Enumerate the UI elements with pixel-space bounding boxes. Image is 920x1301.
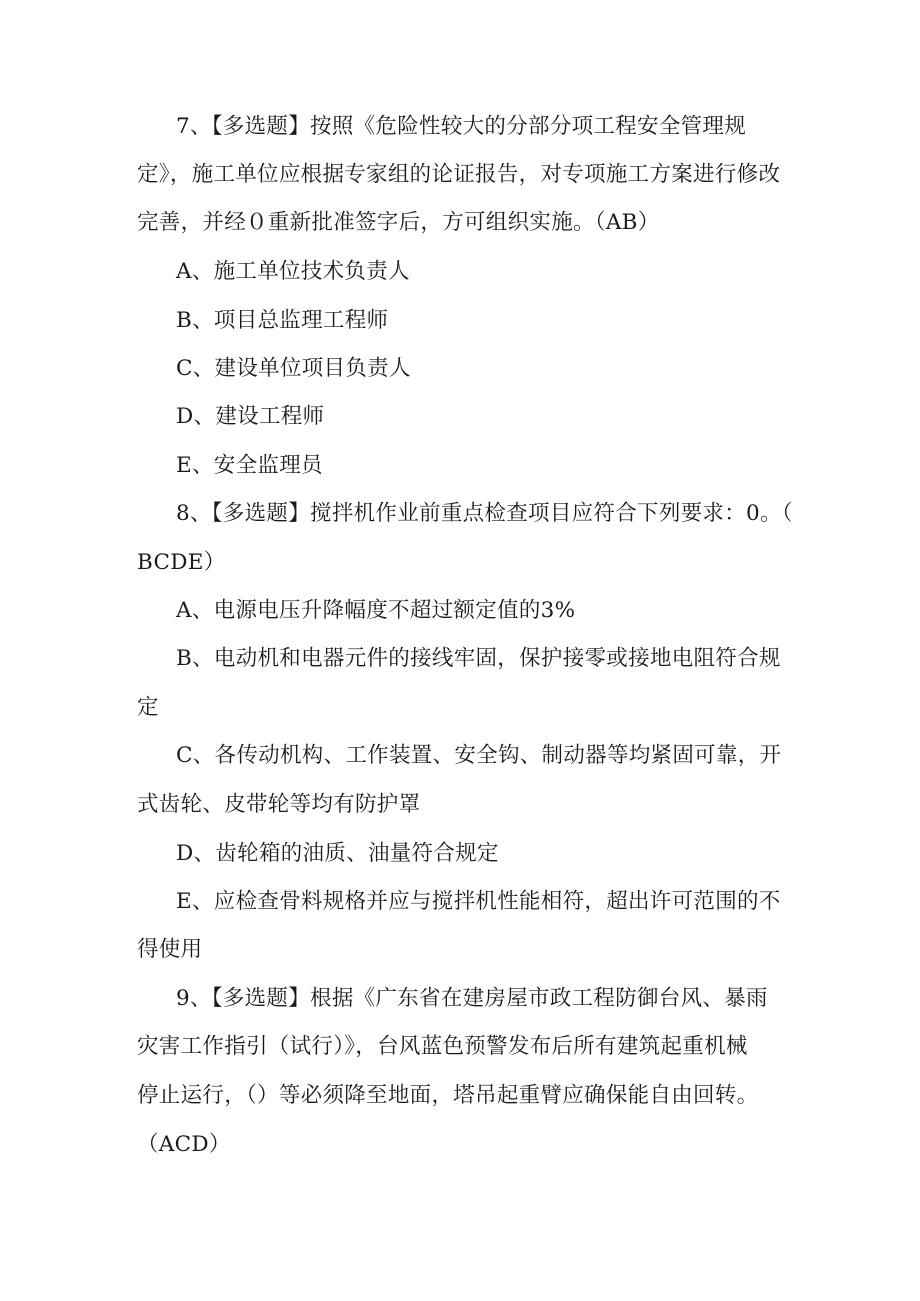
- question-8-option-d: D、齿轮箱的油质、油量符合规定: [176, 841, 499, 866]
- question-9-line-3: 停止运行，（）等必须降至地面，塔吊起重臂应确保能自由回转。: [137, 1083, 759, 1108]
- question-8-option-c-line-2: 式齿轮、皮带轮等均有防护罩: [137, 792, 421, 817]
- question-8-option-e-line-2: 得使用: [137, 937, 203, 962]
- question-8-option-b-line-2: 定: [137, 695, 159, 720]
- question-7-line-1: 7、【多选题】按照《危险性较大的分部分项工程安全管理规: [176, 114, 747, 139]
- question-9-line-4: （ACD）: [137, 1132, 231, 1157]
- question-8-option-e-line-1: E、应检查骨料规格并应与搅拌机性能相符，超出许可范围的不: [176, 889, 781, 914]
- question-8-line-2: BCDE）: [137, 550, 226, 575]
- question-8-option-c-line-1: C、各传动机构、工作装置、安全钩、制动器等均紧固可靠，开: [176, 743, 782, 768]
- question-7-option-c: C、建设单位项目负责人: [176, 356, 411, 381]
- question-9-line-2: 灾害工作指引（试行）》，台风蓝色预警发布后所有建筑起重机械: [137, 1034, 748, 1059]
- question-7-option-e: E、安全监理员: [176, 453, 323, 478]
- question-7-line-2: 定》，施工单位应根据专家组的论证报告，对专项施工方案进行修改: [137, 162, 781, 187]
- question-7-line-3: 完善，并经０重新批准签字后，方可组织实施。（AB）: [137, 210, 660, 235]
- question-7-option-a: A、施工单位技术负责人: [176, 259, 410, 284]
- question-8-option-b-line-1: B、电动机和电器元件的接线牢固，保护接零或接地电阻符合规: [176, 646, 781, 671]
- question-7-option-b: B、项目总监理工程师: [176, 308, 389, 333]
- question-9-line-1: 9、【多选题】根据《广东省在建房屋市政工程防御台风、暴雨: [176, 986, 768, 1011]
- question-8-option-a: A、电源电压升降幅度不超过额定值的3%: [176, 598, 576, 623]
- question-8-line-1: 8、【多选题】搅拌机作业前重点检查项目应符合下列要求：0。（: [176, 501, 793, 526]
- question-7-option-d: D、建设工程师: [176, 404, 325, 429]
